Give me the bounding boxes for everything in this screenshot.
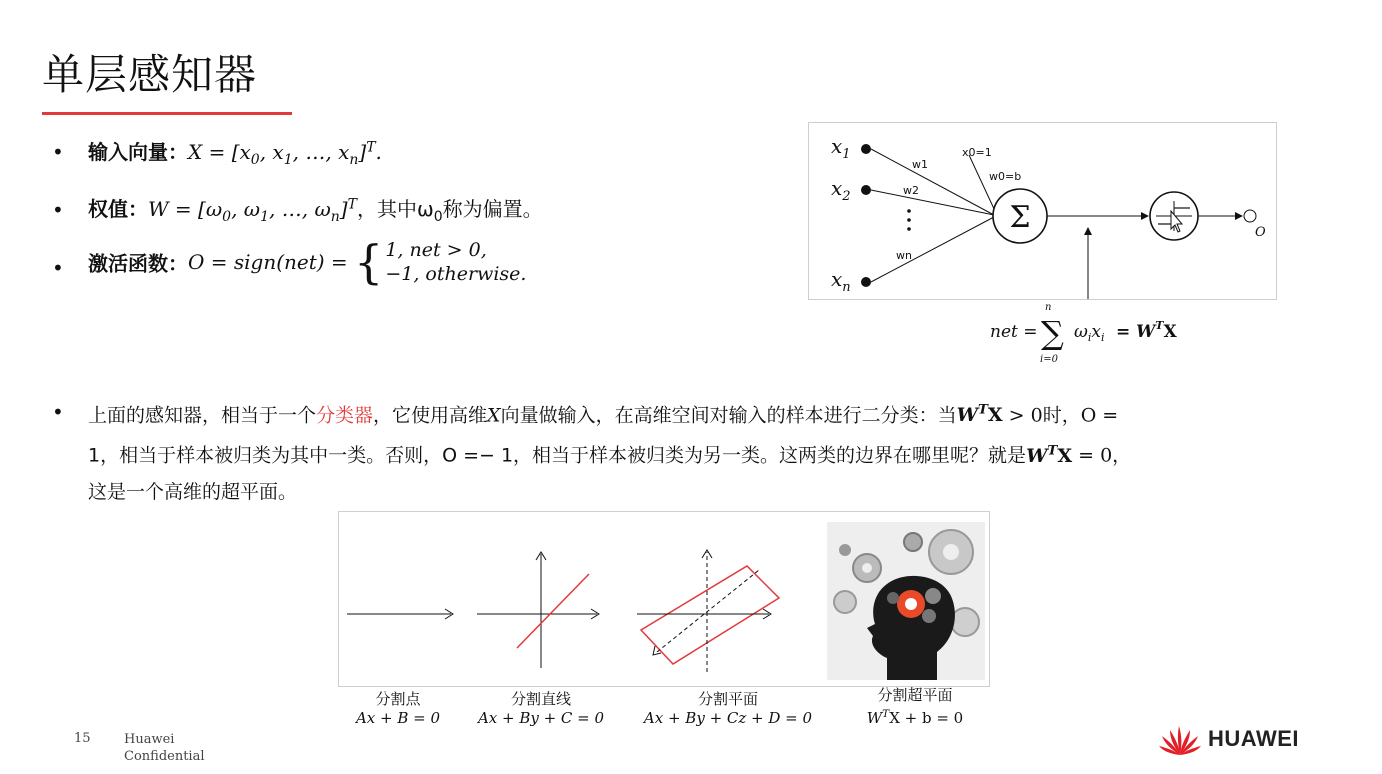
classifier-paragraph: 上面的感知器，相当于一个分类器，它使用高维X向量做输入，在高维空间对输入的样本进行二分类：当$W^TX > 0$时，O = 1，相当于样本被归类为其中一类。否则，O =− 1，相当于样本被归类为另一类。这两类的边界在哪里呢？就是$W^TX = 0$， 这是一个高维的超平面。	[88, 403, 1132, 503]
sum-upper: n	[1045, 302, 1052, 313]
w2-label: w2	[903, 184, 919, 197]
caption-line: 分割直线 Ax + By + C = 0	[477, 690, 605, 727]
output-label: O	[1255, 225, 1266, 240]
input-node-x2	[861, 185, 871, 195]
bullet-activation	[88, 235, 527, 289]
separation-examples	[338, 511, 990, 687]
weights-formula: $W = [\omega_0$, $\omega_1$, …, $\omega_n]^T$	[148, 196, 357, 225]
w1-label: w1	[912, 158, 928, 171]
case-positive: 1, net > 0,	[385, 239, 487, 261]
input-node-x1	[861, 144, 871, 154]
classifier-highlight: 分类器	[316, 404, 374, 427]
caption-plane: 分割平面 Ax + By + Cz + D = 0	[643, 690, 813, 727]
caption-point: 分割点 Ax + B = 0	[355, 690, 441, 727]
piecewise-cases: { 1, net > 0, −1, otherwise.	[354, 235, 527, 289]
bullet-dot: •	[52, 256, 64, 280]
plane-separator-figure	[637, 550, 779, 672]
activation-formula: O = sign(net) =	[188, 250, 348, 274]
xn-label: $x_n$	[831, 267, 851, 295]
net-formula	[990, 300, 1210, 370]
input-vector-formula: $X = [x_0$, $x_1$, …, $x_n]^T$.	[188, 139, 382, 168]
bullet-input-vector	[88, 136, 382, 168]
bullet-weights	[88, 193, 543, 225]
output-node	[1244, 210, 1256, 222]
bullet-label: 权值：	[88, 197, 148, 221]
input-node-xn	[861, 277, 871, 287]
bullet-label: 激活函数：	[88, 251, 188, 276]
svg-text:∑: ∑	[1041, 314, 1064, 352]
huawei-logo	[1158, 722, 1299, 756]
perceptron-diagram	[808, 122, 1277, 300]
hyperplane-head-illustration	[827, 522, 985, 680]
bullet-dot: •	[52, 198, 64, 222]
line-separator-figure	[477, 552, 599, 668]
bullet-dot: •	[52, 140, 64, 164]
net-lhs: net =	[990, 322, 1038, 342]
caption-hyperplane: 分割超平面 $W^TX + b = 0$	[866, 686, 964, 727]
case-otherwise: −1, otherwise.	[385, 263, 527, 285]
bullet-dot: •	[52, 400, 64, 424]
weights-note: ，其中$\omega_0$称为偏置。	[356, 197, 543, 225]
page-title: 单层感知器	[42, 50, 258, 99]
sum-lower: i=0	[1040, 354, 1058, 365]
svg-text:= WTX: = $W^TX$	[1116, 319, 1177, 342]
w0-label: w0=b	[989, 170, 1022, 183]
x1-label: $x_1$	[831, 134, 851, 162]
bullet-label: 输入向量：	[88, 140, 188, 164]
x2-label: $x_2$	[831, 176, 851, 204]
logo-text: HUAWEI	[1208, 726, 1299, 751]
page-number: 15	[74, 731, 91, 746]
wn-label: wn	[896, 249, 912, 262]
huawei-flower-icon	[1158, 722, 1202, 756]
confidentiality-label: Huawei Confidential	[124, 732, 205, 764]
svg-text:ωixi: $\omega_ix_i$	[1074, 322, 1105, 344]
sum-symbol: Σ	[1009, 200, 1031, 235]
title-underline	[42, 112, 292, 115]
point-separator-figure	[347, 609, 453, 619]
x0-label: x0=1	[962, 146, 992, 159]
